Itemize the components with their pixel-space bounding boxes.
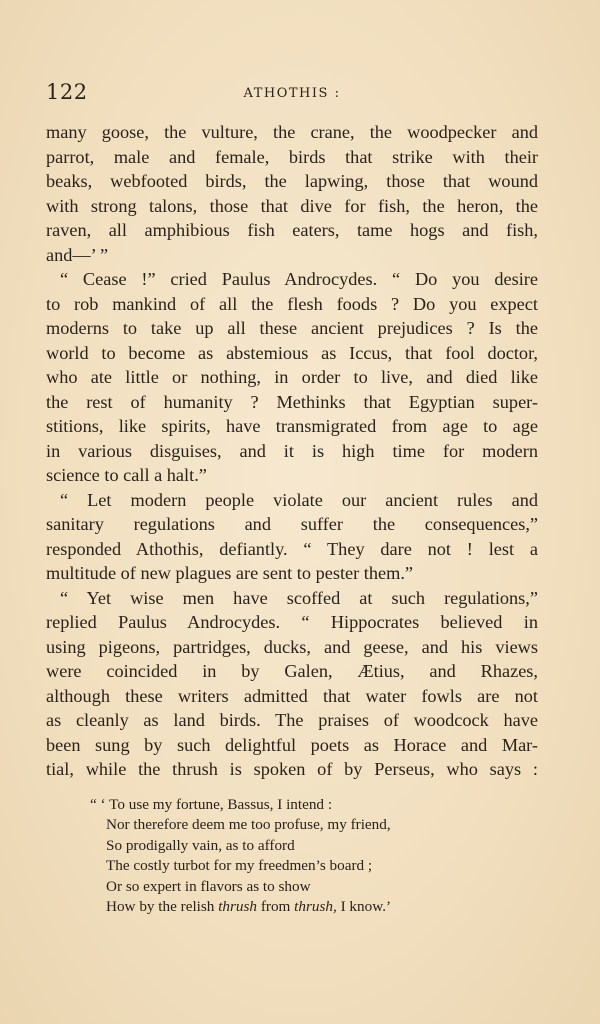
text-line: the rest of humanity ? Methinks that Egyptian super- xyxy=(46,391,538,412)
text-line: tial, while the thrush is spoken of by Perseus, who says : xyxy=(46,759,538,779)
verse-italic: thrush xyxy=(218,898,258,916)
verse-segment: How by the relish xyxy=(106,898,219,916)
text-line: and—’ ” xyxy=(46,244,109,265)
text-line: using pigeons, partridges, ducks, and geese, and his views xyxy=(46,636,538,657)
verse-line: Nor therefore deem me too profuse, my friend, xyxy=(106,816,391,834)
text-line: moderns to take up all these ancient prejudices ? Is the xyxy=(46,318,538,338)
text-line: “ Yet wise men have scoffed at such regulations,” xyxy=(60,587,538,608)
text-line: stitions, like spirits, have transmigrated from age to age xyxy=(46,416,538,436)
text-line: many goose, the vulture, the crane, the woodpecker and xyxy=(46,122,538,142)
text-line: sanitary regulations and suffer the consequences,” xyxy=(46,514,538,534)
text-line: although these writers admitted that water fowls are not xyxy=(46,685,538,706)
verse-line: The costly turbot for my freedmen’s board ; xyxy=(106,857,373,875)
body-text xyxy=(46,120,538,782)
text-line: been sung by such delightful poets as Horace and Mar- xyxy=(46,734,538,755)
text-line: replied Paulus Androcydes. “ Hippocrates believed in xyxy=(46,612,538,632)
text-line: as cleanly as land birds. The praises of woodcock have xyxy=(46,710,538,730)
verse-line: Or so expert in flavors as to show xyxy=(106,877,311,895)
text-line: beaks, webfooted birds, the lapwing, those that wound xyxy=(46,171,538,191)
text-line: who ate little or nothing, in order to live, and died like xyxy=(46,367,538,387)
text-line: parrot, male and female, birds that strike with their xyxy=(46,146,538,167)
verse-quotation xyxy=(90,795,490,917)
text-line: responded Athothis, defiantly. “ They dare not ! lest a xyxy=(46,538,538,559)
text-line: with strong talons, those that dive for fish, the heron, the xyxy=(46,195,538,216)
verse-line: “ ‘ To use my fortune, Bassus, I intend : xyxy=(90,796,333,813)
verse-line: So prodigally vain, as to afford xyxy=(106,836,295,854)
verse-segment: I know.’ xyxy=(336,898,392,916)
verse-line-last xyxy=(90,897,490,917)
verse-italic: thrush, xyxy=(294,898,337,916)
text-line: “ Cease !” cried Paulus Androcydes. “ Do you desire xyxy=(60,269,538,289)
text-line: to rob mankind of all the flesh foods ? Do you expect xyxy=(46,293,538,314)
text-line: world to become as abstemious as Iccus, that fool doctor, xyxy=(46,342,538,363)
text-line: multitude of new plagues are sent to pester them.” xyxy=(46,563,414,583)
page-number: 122 xyxy=(46,80,88,104)
text-line: “ Let modern people violate our ancient rules and xyxy=(60,489,538,510)
text-line: were coincided in by Galen, Ætius, and Rhazes, xyxy=(46,661,538,681)
text-line: science to call a halt.” xyxy=(46,465,207,485)
page-header xyxy=(46,80,538,106)
text-line: in various disguises, and it is high time for modern xyxy=(46,440,538,461)
text-line: raven, all amphibious fish eaters, tame hogs and fish, xyxy=(46,220,538,240)
running-head: ATHOTHIS : xyxy=(243,86,341,101)
verse-segment: from xyxy=(257,898,295,916)
